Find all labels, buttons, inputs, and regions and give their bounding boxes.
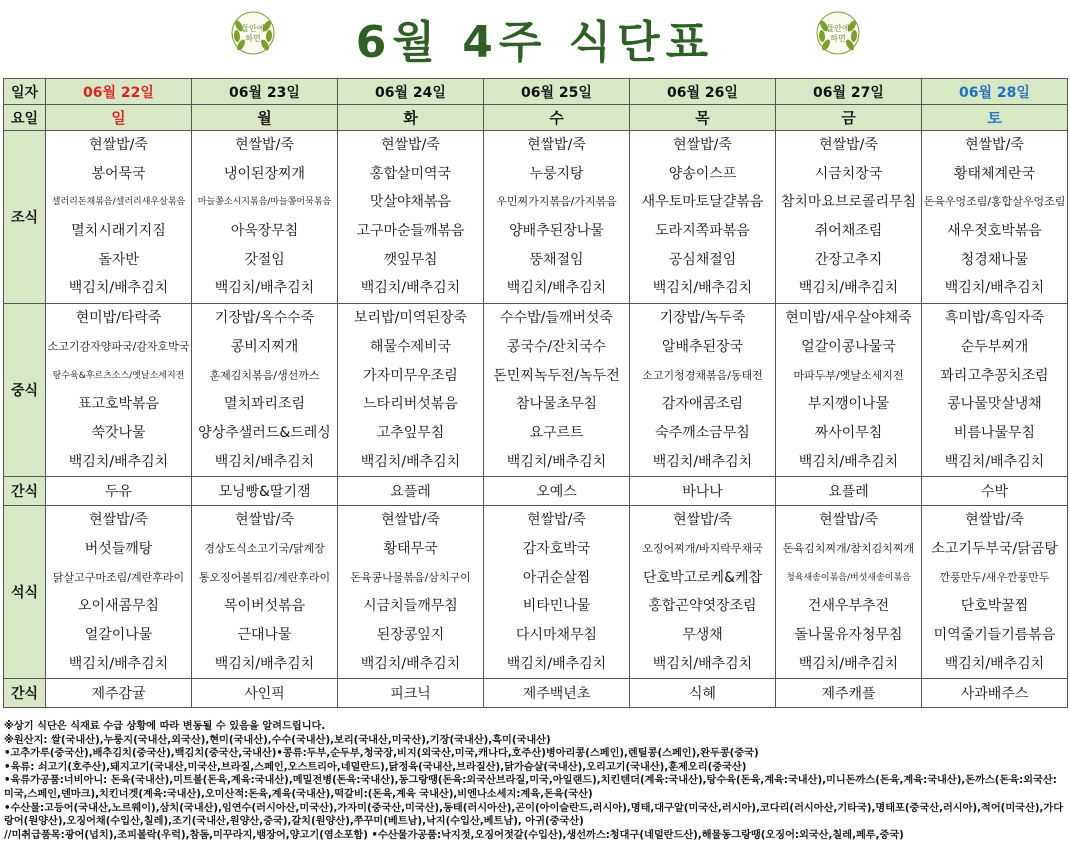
menu-item: 감자호박국 <box>522 540 591 557</box>
snack-cell: 제주감귤 <box>46 679 192 708</box>
menu-item: 버섯들깨탕 <box>84 540 153 557</box>
meal-cell <box>192 304 338 477</box>
meal-cell <box>922 304 1068 477</box>
menu-item: 얼갈이나물 <box>84 627 153 643</box>
snack-cell: 요플레 <box>338 477 484 506</box>
date-row <box>4 79 1068 105</box>
page-title: 6월 4주 식단표 <box>355 17 715 68</box>
date-label: 일자 <box>4 79 46 105</box>
menu-item: 현쌀밥/죽 <box>381 512 440 529</box>
menu-item: 백김치/배추김치 <box>360 280 461 297</box>
note-line: •고추가루(중국산),배추김치(중국산),백김치(중국산,국내산)•콩류:두부,순두부,청국장,비지(외국산,미국,캐나다,호주산)병아리콩(스페인),렌틸콩(스페인),완두콩(중국) <box>4 748 759 760</box>
menu-item: 소고기청경채볶음/동태전 <box>642 368 763 382</box>
menu-item: 기장밥/옥수수죽 <box>214 310 315 327</box>
lunch-row <box>4 304 1068 477</box>
note-line: •수산물:고등어(국내산,노르웨이),삼치(국내산),임연수(러시아산,미국산),가자미(중국산,미국산),동태(러시아산),곤이(아이슬란드,러시아),명태,대구알(미국산,러시아),코다리(러시아산,기타국),명태포(중국산,러시아),적어(미국산),가다랑어(원양산),오징어채(수입산,칠레),조기(국내산,원양산,중국),갈치(원양산),쭈꾸미(베트남),낙지(수입산,베트남), 아귀(중국산) <box>4 802 1064 828</box>
menu-item: 갓절임 <box>244 251 285 268</box>
menu-item: 백김치/배추김치 <box>68 280 169 297</box>
menu-item: 오징어찌개/바지락무채국 <box>642 541 763 555</box>
menu-item: 현쌀밥/죽 <box>235 512 294 529</box>
menu-item: 돈민찌녹두전/녹두전 <box>493 367 620 384</box>
menu-item: 수수밥/들깨버섯죽 <box>500 310 613 327</box>
menu-item: 쥐어채조림 <box>814 223 883 240</box>
meal-cell <box>630 304 776 477</box>
note-line: •육류가공품:너비아니: 돈육(국내산),미트볼(돈육,계육:국내산),메밀전병(돈육:국내산),동그랑땡(돈육:외국산브라질,미국,아일랜드),치킨텐더(계육:국내산),탕수육(돈육,계육:국내산),미니돈까스(돈육,계육:국내산),돈까스(돈육:외국산:미국,스페인,덴마크),치킨너겟(계육:국내산),오미산적:돈육,계육(국내산),떡갈비:(돈육,계육 국내산),비엔나소세지:계육,돈육(국산) <box>4 775 1057 800</box>
menu-item: 현쌀밥/죽 <box>381 137 440 153</box>
meal-cell <box>192 506 338 679</box>
menu-item: 요구르트 <box>529 424 584 441</box>
menu-item: 콩국수/잔치국수 <box>506 338 607 355</box>
date-cell: 06월 25일 <box>484 79 630 105</box>
menu-item: 현쌀밥/죽 <box>89 137 148 153</box>
note-line: •육류: 쇠고기(호주산),돼지고기(국내산,미국산,브라질,스페인,오스트리아,네덜란드),닭정육(국내산,브라질산),닭가슴살(국내산),오리고기(국내산),훈제오리(중국산) <box>4 761 747 773</box>
snack-cell: 식혜 <box>630 679 776 708</box>
menu-item: 현쌀밥/죽 <box>527 512 586 529</box>
menu-item: 뚱채절임 <box>529 251 584 268</box>
day-cell: 수 <box>484 105 630 131</box>
svg-text:하면: 하면 <box>245 34 261 43</box>
snack2-row <box>4 679 1068 708</box>
snack-cell: 수박 <box>922 477 1068 506</box>
snack1-label: 간식 <box>4 477 46 506</box>
menu-item: 참나물초무침 <box>515 396 598 413</box>
meal-cell <box>484 506 630 679</box>
menu-item: 백김치/배추김치 <box>652 280 753 297</box>
menu-item: 해물수제비국 <box>369 338 452 355</box>
page-header <box>0 0 1070 78</box>
menu-item: 백김치/배추김치 <box>506 655 607 672</box>
meal-cell <box>922 506 1068 679</box>
menu-item: 양배추된장나물 <box>509 223 604 240</box>
snack-cell: 모닝빵&딸기잼 <box>192 477 338 506</box>
menu-item: 건새우부추전 <box>807 598 890 615</box>
menu-item: 청경채나물 <box>960 251 1029 268</box>
menu-item: 깻잎무침 <box>383 251 438 268</box>
menu-item: 돈육우엉조림/홍합살우엉조림 <box>923 195 1066 209</box>
menu-item: 꽈리고추꽁치조림 <box>940 367 1049 384</box>
menu-item: 백김치/배추김치 <box>944 280 1045 297</box>
menu-item: 목이버섯볶음 <box>223 598 306 615</box>
menu-item: 현쌀밥/죽 <box>819 512 878 529</box>
menu-item: 백김치/배추김치 <box>214 280 315 297</box>
snack2-label: 간식 <box>4 679 46 708</box>
day-cell: 화 <box>338 105 484 131</box>
menu-item: 닭살고구마조림/계란후라이 <box>52 570 185 584</box>
menu-item: 비타민나물 <box>522 598 591 615</box>
day-label: 요일 <box>4 105 46 131</box>
menu-item: 현쌀밥/죽 <box>89 512 148 529</box>
snack-cell: 바나나 <box>630 477 776 506</box>
menu-item: 소고기감자양파국/감자호박국 <box>47 339 190 353</box>
menu-item: 무생채 <box>682 627 723 643</box>
menu-item: 돌나물유자청무침 <box>794 627 903 643</box>
menu-item: 도라지쪽파볶음 <box>655 223 750 240</box>
snack1-row <box>4 477 1068 506</box>
menu-item: 현쌀밥/죽 <box>819 137 878 153</box>
menu-item: 짜사이무침 <box>814 424 883 441</box>
meal-cell <box>338 304 484 477</box>
day-cell: 일 <box>46 105 192 131</box>
menu-item: 현미밥/새우살야채죽 <box>785 310 912 327</box>
menu-item: 현쌀밥/죽 <box>673 512 732 529</box>
menu-item: 부지깽이나물 <box>807 396 890 413</box>
menu-item: 참치마요브로콜리무침 <box>780 194 917 211</box>
menu-item: 현쌀밥/죽 <box>235 137 294 153</box>
menu-item: 돌자반 <box>98 251 139 268</box>
date-cell: 06월 26일 <box>630 79 776 105</box>
menu-item: 탕수육&후르츠소스/옛날소세지전 <box>52 370 185 381</box>
menu-item: 비름나물무침 <box>953 424 1036 441</box>
snack-cell: 피크닉 <box>338 679 484 708</box>
menu-item: 현미밥/타락죽 <box>75 310 162 327</box>
snack-cell: 사과배주스 <box>922 679 1068 708</box>
meal-cell <box>776 506 922 679</box>
menu-item: 순두부찌개 <box>960 338 1029 355</box>
menu-item: 흑미밥/흑임자죽 <box>944 310 1045 327</box>
menu-item: 홍합곤약엿장조림 <box>648 598 757 615</box>
menu-item: 얼갈이콩나물국 <box>801 338 896 355</box>
note-line: ※원산지: 쌀(국내산),누룽지(국내산,외국산),현미(국내산),수수(국내산),보리(국내산,미국산),기장(국내산),흑미(국내산) <box>4 734 551 746</box>
meal-cell <box>192 131 338 304</box>
menu-item: 미역줄기들기름볶음 <box>933 627 1056 643</box>
logo-right <box>815 10 861 56</box>
breakfast-row <box>4 131 1068 304</box>
menu-item: 오이새콤무침 <box>77 598 160 615</box>
menu-item: 누룽지탕 <box>529 165 584 182</box>
meal-cell <box>630 506 776 679</box>
meal-cell <box>922 131 1068 304</box>
menu-item: 된장콩잎지 <box>376 627 445 643</box>
menu-item: 백김치/배추김치 <box>68 453 169 470</box>
day-cell: 월 <box>192 105 338 131</box>
menu-item: 백김치/배추김치 <box>214 655 315 672</box>
menu-item: 백김치/배추김치 <box>652 655 753 672</box>
menu-item: 백김치/배추김치 <box>798 280 899 297</box>
meal-table <box>3 78 1068 708</box>
menu-item: 백김치/배추김치 <box>68 655 169 672</box>
menu-item: 봉어묵국 <box>91 165 146 182</box>
menu-item: 고구마순들깨볶음 <box>356 223 465 240</box>
lunch-label: 중식 <box>4 304 46 477</box>
menu-item: 돈육김치찌개/참치김치찌개 <box>782 541 915 555</box>
menu-item: 현쌀밥/죽 <box>965 137 1024 153</box>
day-cell: 토 <box>922 105 1068 131</box>
menu-item: 백김치/배추김치 <box>360 655 461 672</box>
menu-item: 돈육콩나물볶음/삼치구이 <box>350 570 471 584</box>
svg-text:하면: 하면 <box>830 34 846 43</box>
menu-item: 백김치/배추김치 <box>944 655 1045 672</box>
notes <box>4 720 1066 842</box>
meal-cell <box>776 304 922 477</box>
meal-cell <box>46 131 192 304</box>
menu-item: 청육새송이볶음/버섯새송이볶음 <box>786 572 911 583</box>
breakfast-label: 조식 <box>4 131 46 304</box>
menu-item: 현쌀밥/죽 <box>527 137 586 153</box>
menu-item: 알배추된장국 <box>661 338 744 355</box>
snack-cell: 요플레 <box>776 477 922 506</box>
snack-cell: 제주백년초 <box>484 679 630 708</box>
menu-item: 경상도식소고기국/닭계장 <box>204 541 325 555</box>
menu-item: 통오징어볼튀김/계란후라이 <box>198 570 331 584</box>
menu-item: 고추잎무침 <box>376 424 445 441</box>
snack-cell: 오예스 <box>484 477 630 506</box>
meal-cell <box>46 506 192 679</box>
note-line: //미취급품목:광어(넙치),조피볼락(우럭),참돔,미꾸라지,뱀장어,양고기(염소포함) •수산물가공품:낙지젓,오징어젓갈(수입산),생선까스:청대구(네덜란드산),해물동그랑땡(오징어:외국산,칠레,페루,중국) <box>4 829 904 841</box>
menu-item: 아귀순살찜 <box>522 569 591 586</box>
menu-item: 백김치/배추김치 <box>360 453 461 470</box>
menu-item: 황태무국 <box>383 540 438 557</box>
snack-cell: 사인픽 <box>192 679 338 708</box>
menu-item: 표고호박볶음 <box>77 396 160 413</box>
dinner-row <box>4 506 1068 679</box>
date-cell: 06월 23일 <box>192 79 338 105</box>
day-cell: 목 <box>630 105 776 131</box>
meal-cell <box>338 131 484 304</box>
menu-item: 셀러리돈채볶음/셀러리새우살볶음 <box>51 197 186 208</box>
meal-cell <box>484 304 630 477</box>
svg-text:물안에: 물안에 <box>826 24 850 33</box>
menu-item: 훈제김치볶음/생선까스 <box>209 368 320 382</box>
menu-item: 새우토마토달걀볶음 <box>641 194 764 211</box>
menu-item: 백김치/배추김치 <box>798 655 899 672</box>
menu-item: 기장밥/녹두죽 <box>659 310 746 327</box>
menu-item: 홍합살미역국 <box>369 165 452 182</box>
meal-cell <box>338 506 484 679</box>
menu-item: 쑥갓나물 <box>91 424 146 441</box>
dinner-label: 석식 <box>4 506 46 679</box>
menu-item: 보리밥/미역된장죽 <box>354 310 467 327</box>
date-cell: 06월 22일 <box>46 79 192 105</box>
meal-cell <box>484 131 630 304</box>
menu-item: 백김치/배추김치 <box>798 453 899 470</box>
date-cell: 06월 27일 <box>776 79 922 105</box>
menu-item: 백김치/배추김치 <box>214 453 315 470</box>
meal-cell <box>630 131 776 304</box>
menu-item: 단호박고로케&케찹 <box>642 569 763 586</box>
menu-item: 시금치장국 <box>814 165 883 182</box>
menu-item: 현쌀밥/죽 <box>965 512 1024 529</box>
note-line: ※상기 식단은 식재료 수급 상황에 따라 변동될 수 있음을 알려드립니다. <box>4 721 326 732</box>
menu-item: 멸치꽈리조림 <box>223 396 306 413</box>
menu-item: 맛살야채볶음 <box>369 194 452 211</box>
date-cell: 06월 28일 <box>922 79 1068 105</box>
menu-item: 가자미무우조림 <box>363 367 458 384</box>
menu-item: 마늘쫑소시지볶음/마늘쫑어묵볶음 <box>197 197 332 208</box>
menu-item: 우민찌가지볶음/가지볶음 <box>496 195 617 209</box>
menu-item: 백김치/배추김치 <box>944 453 1045 470</box>
menu-item: 숙주깨소금무침 <box>655 424 750 441</box>
menu-item: 새우젓호박볶음 <box>947 223 1042 240</box>
menu-item: 다시마채무침 <box>515 627 598 643</box>
meal-cell <box>776 131 922 304</box>
menu-item: 콩나물맛살냉채 <box>947 396 1042 413</box>
svg-text:물안에: 물안에 <box>241 24 265 33</box>
menu-item: 공심채절임 <box>668 251 737 268</box>
menu-item: 현쌀밥/죽 <box>673 137 732 153</box>
menu-item: 멸치시래기지짐 <box>71 223 166 240</box>
menu-item: 마파두부/옛날소세지전 <box>793 368 904 382</box>
menu-item: 시금치들깨무침 <box>363 598 458 615</box>
menu-item: 백김치/배추김치 <box>506 280 607 297</box>
menu-item: 황태체계란국 <box>953 165 1036 182</box>
snack-cell: 두유 <box>46 477 192 506</box>
menu-item: 양상추샐러드&드레싱 <box>198 424 331 441</box>
menu-item: 단호박꿀찜 <box>960 598 1029 615</box>
menu-item: 아욱장무침 <box>230 223 299 240</box>
menu-item: 냉이된장찌개 <box>223 165 306 182</box>
day-row <box>4 105 1068 131</box>
snack-cell: 제주캐플 <box>776 679 922 708</box>
date-cell: 06월 24일 <box>338 79 484 105</box>
menu-item: 백김치/배추김치 <box>506 453 607 470</box>
menu-item: 감자애콤조림 <box>661 396 744 413</box>
menu-item: 소고기두부국/닭곰탕 <box>931 540 1058 557</box>
menu-item: 근대나물 <box>237 627 292 643</box>
menu-item: 깐풍만두/새우깐풍만두 <box>939 570 1050 584</box>
wreath-logo-icon <box>815 10 861 56</box>
menu-item: 느타리버섯볶음 <box>363 396 458 413</box>
meal-cell <box>46 304 192 477</box>
menu-item: 양송이스프 <box>668 165 737 182</box>
menu-item: 콩비지찌개 <box>230 338 299 355</box>
menu-item: 간장고추지 <box>814 251 883 268</box>
menu-item: 백김치/배추김치 <box>652 453 753 470</box>
day-cell: 금 <box>776 105 922 131</box>
